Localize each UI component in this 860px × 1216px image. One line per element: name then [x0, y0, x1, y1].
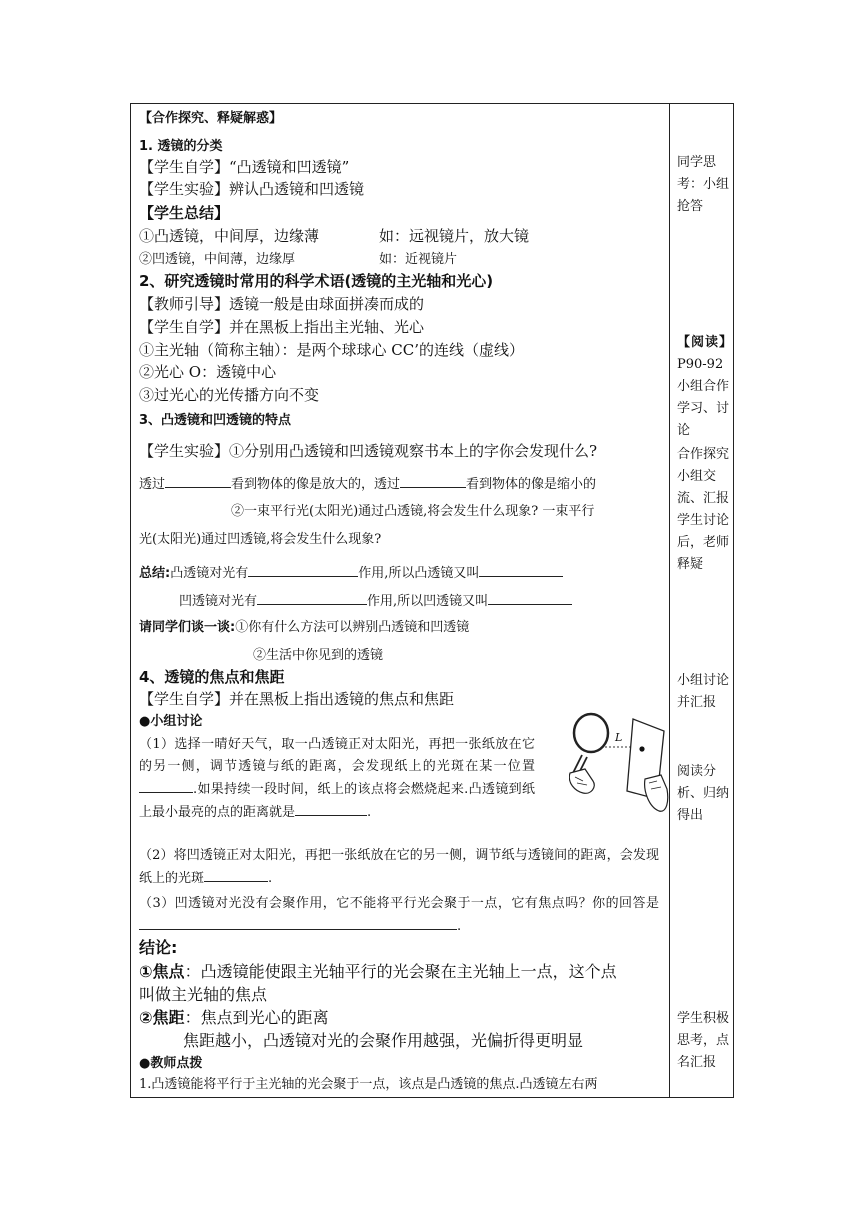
- text-line: 【学生总结】: [139, 204, 230, 222]
- text-fragment: 看到物体的像是缩小的: [466, 477, 597, 492]
- text-line: 【学生自学】并在黑板上指出透镜的焦点和焦距: [139, 690, 455, 708]
- text-line: ②凹透镜，中间薄，边缘厚: [139, 252, 296, 267]
- text-line: ①凸透镜，中间厚，边缘薄: [139, 227, 320, 245]
- side-note: P90-92: [677, 357, 724, 372]
- text-line: 叫做主光轴的焦点: [139, 985, 268, 1004]
- blank[interactable]: [165, 473, 231, 488]
- text-fragment: .: [457, 919, 462, 934]
- text-fragment: 作用,所以凹透镜又叫: [367, 594, 489, 609]
- teacher-tips-heading: ●教师点拨: [139, 1056, 203, 1071]
- text-fragment: ①你有什么方法可以辨别凸透镜和凹透镜: [235, 620, 470, 635]
- section-heading: 【合作探究、释疑解惑】: [139, 111, 283, 126]
- text-line: 【教师引导】透镜一般是由球面拼凑而成的: [139, 295, 425, 313]
- side-note-heading: 【阅读】: [677, 335, 734, 350]
- blank[interactable]: [248, 562, 358, 577]
- text-line: ②光心 O：透镜中心: [139, 363, 277, 381]
- side-note: 合作探究小组交流、汇报: [677, 447, 730, 506]
- text-line: ①主光轴（简称主轴）：是两个球球心 CC’的连线（虚线）: [139, 341, 524, 359]
- text-line: 【学生自学】并在黑板上指出主光轴、光心: [139, 318, 425, 336]
- heading-features: 3、凸透镜和凹透镜的特点: [139, 413, 292, 428]
- text-fragment: ②焦距: [139, 1008, 185, 1027]
- blank[interactable]: [488, 590, 572, 605]
- heading-focus: 4、透镜的焦点和焦距: [139, 668, 285, 686]
- side-note: 小组合作学习、讨论: [677, 379, 730, 438]
- text-fragment: .如果持续一段时间，纸上的该点将会燃烧起来.凸透镜到纸上最小最亮的点的距离就是: [139, 782, 535, 820]
- text-line: [139, 1008, 329, 1028]
- text-fragment: ①焦点: [139, 962, 185, 981]
- text-fragment: ：凸透镜能使跟主光轴平行的光会聚在主光轴上一点，这个点: [184, 962, 617, 981]
- side-note: 阅读分析、归纳得出: [677, 764, 730, 823]
- blank[interactable]: [295, 801, 367, 816]
- side-note: 学生积极思考，点名汇报: [677, 1011, 730, 1070]
- text-line: ②生活中你见到的透镜: [253, 648, 384, 663]
- magnifier-illustration: [569, 711, 669, 819]
- blank[interactable]: [479, 562, 563, 577]
- blank[interactable]: [400, 473, 466, 488]
- text-line: 【学生自学】“凸透镜和凹透镜”: [139, 158, 350, 176]
- text-fragment: （1）选择一晴好天气，取一凸透镜正对太阳光，再把一张纸放在它的另一侧，调节透镜与纸的距离，会发现纸上的光斑在某一位置: [139, 737, 535, 774]
- right-hand: [645, 775, 668, 811]
- text-fragment: 作用,所以凸透镜又叫: [358, 566, 480, 581]
- text-line: 【学生实验】辨认凸透镜和凹透镜: [139, 180, 365, 198]
- focus-spot: [639, 746, 644, 751]
- text-fragment: 看到物体的像是放大的，透过: [231, 477, 401, 492]
- blank[interactable]: [139, 915, 457, 930]
- label-l: L: [615, 731, 623, 744]
- column-divider: [669, 104, 670, 1097]
- text-fragment: 凹透镜对光有: [179, 594, 258, 609]
- text-line: [139, 962, 617, 982]
- lens-outline: [574, 714, 608, 752]
- text-line: 焦距越小，凸透镜对光的会聚作用越强，光偏折得更明显: [183, 1031, 584, 1050]
- fill-blank-line: [139, 473, 596, 495]
- text-fragment: ：焦点到光心的距离: [184, 1008, 329, 1027]
- text-fragment: 凸透镜对光有: [170, 566, 249, 581]
- text-line: ③过光心的光传播方向不变: [139, 386, 320, 404]
- fill-blank-line: [139, 562, 563, 584]
- paragraph-2: [139, 845, 659, 890]
- side-note: 小组讨论并汇报: [677, 673, 730, 710]
- side-note: 学生讨论后，老师释疑: [677, 513, 730, 572]
- left-hand: [569, 769, 594, 793]
- paragraph-1: [139, 734, 535, 824]
- paragraph-3: [139, 893, 659, 938]
- text-line: 【学生实验】①分别用凸透镜和凹透镜观察书本上的字你会发现什么?: [139, 442, 598, 460]
- text-fragment: 总结:: [139, 566, 171, 581]
- text-fragment: .: [268, 871, 273, 886]
- text-line: ●小组讨论: [139, 714, 203, 729]
- side-note: 同学思考：小组抢答: [677, 155, 730, 214]
- blank[interactable]: [139, 778, 193, 793]
- text-fragment: （2）将凹透镜正对太阳光，再把一张纸放在它的另一侧，调节纸与透镜间的距离，会发现纸上的光斑: [139, 848, 659, 886]
- heading-lens-classification: 1. 透镜的分类: [139, 139, 223, 154]
- text-fragment: 透过: [139, 477, 166, 492]
- blank[interactable]: [204, 867, 268, 882]
- text-line: ②一束平行光(太阳光)通过凸透镜,将会发生什么现象? 一束平行: [231, 504, 595, 519]
- text-fragment: .: [367, 805, 372, 820]
- text-line: 如：远视镜片，放大镜: [379, 227, 530, 245]
- text-fragment: 请同学们谈一谈:: [139, 620, 236, 635]
- heading-terms: 2、研究透镜时常用的科学术语(透镜的主光轴和光心): [139, 272, 494, 290]
- lesson-table: [130, 103, 734, 1098]
- text-line: [139, 618, 469, 638]
- blank[interactable]: [257, 590, 367, 605]
- conclusion-heading: 结论:: [139, 938, 178, 957]
- fill-blank-line: [179, 590, 572, 612]
- text-line: 如：近视镜片: [379, 252, 458, 267]
- text-line: 1.凸透镜能将平行于主光轴的光会聚于一点，该点是凸透镜的焦点.凸透镜左右两: [139, 1077, 598, 1092]
- text-line: 光(太阳光)通过凹透镜,将会发生什么现象?: [139, 532, 382, 547]
- text-fragment: （3）凹透镜对光没有会聚作用，它不能将平行光会聚于一点，它有焦点吗？你的回答是: [139, 896, 659, 911]
